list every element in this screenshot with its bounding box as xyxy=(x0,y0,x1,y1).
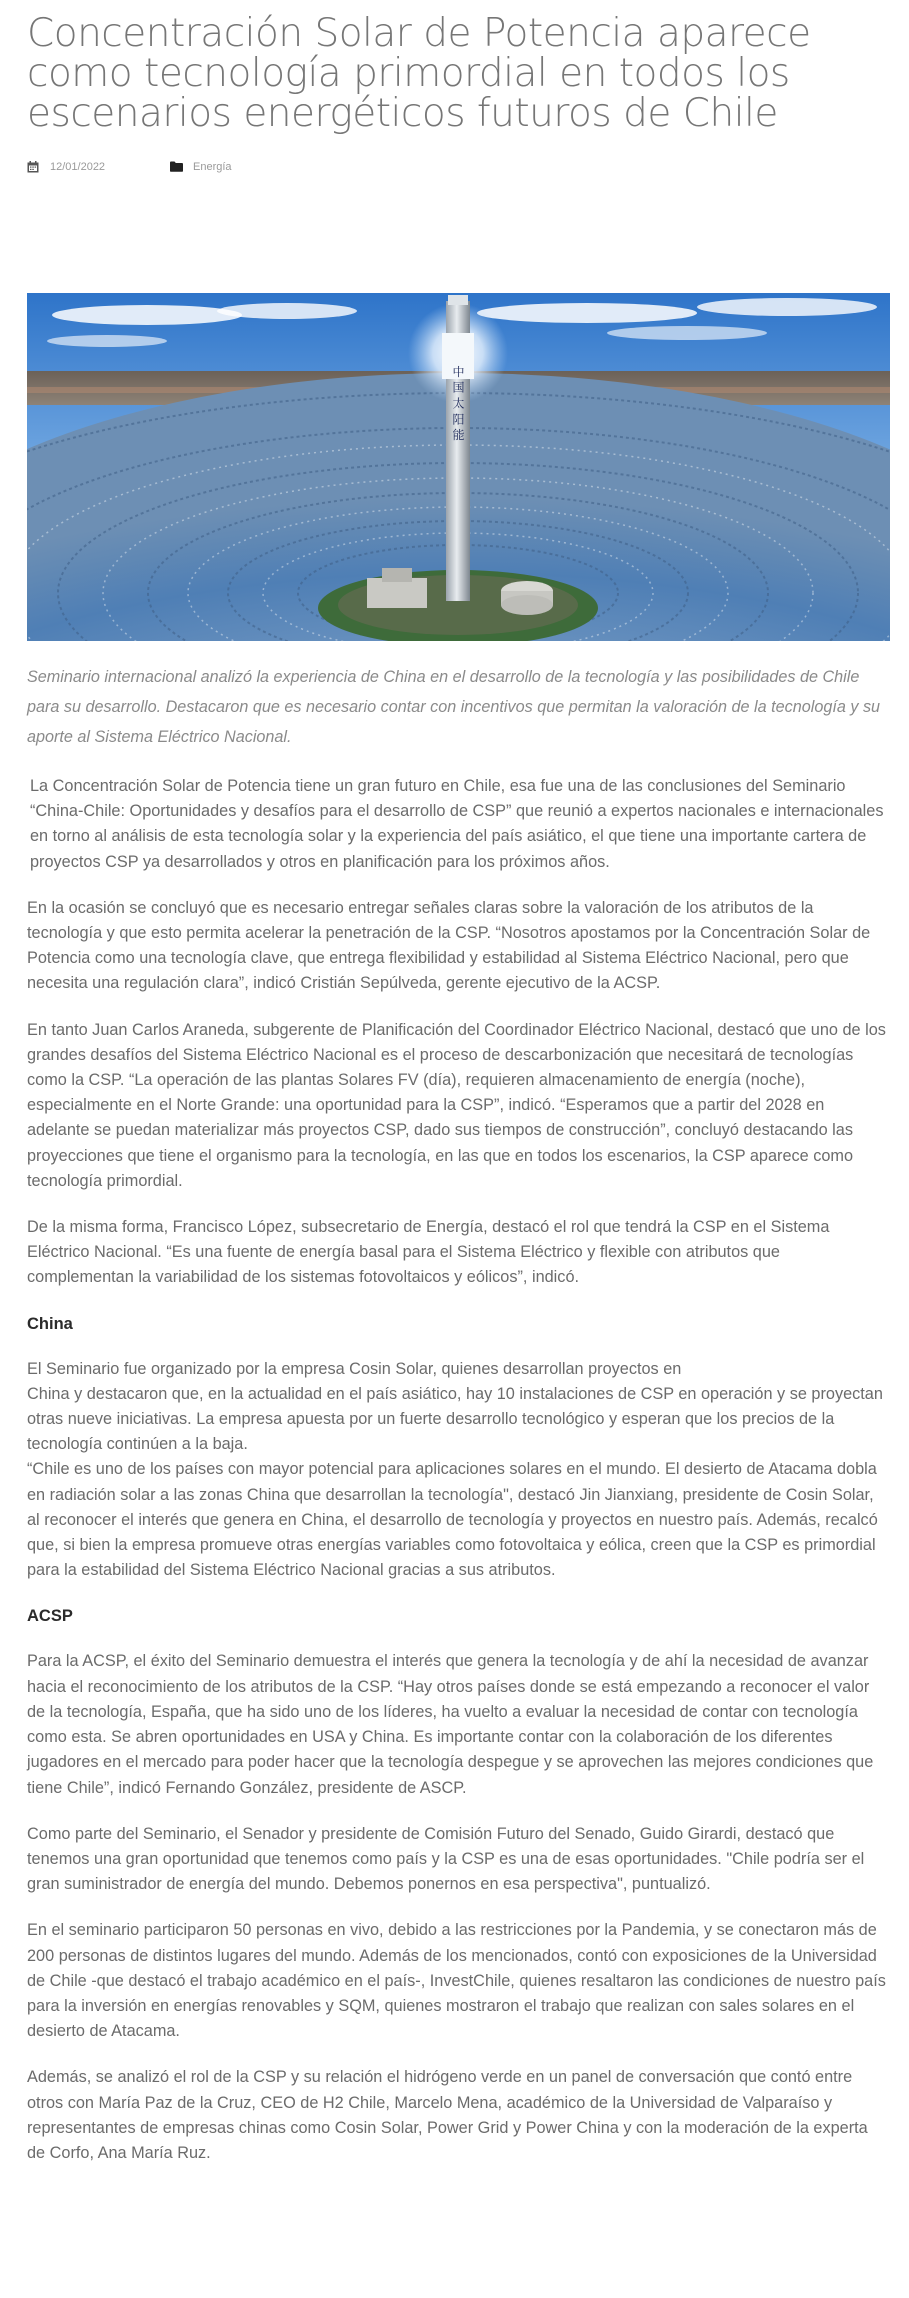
paragraph: Como parte del Seminario, el Senador y presidente de Comisión Futuro del Senado, Guido Girardi, destacó que tenemos una gran oportunidad que tenemos como país y la CSP es una de esas oportunidades. "Chile podría ser el gran suministrador de energía del mundo. Debemos ponernos en esa perspectiva", puntualizó. xyxy=(27,1824,865,1894)
section-heading-acsp: ACSP xyxy=(27,1607,73,1626)
tower-lettering: 中 国 太 阳 能 xyxy=(451,365,465,441)
date-text: 12/01/2022 xyxy=(50,161,106,173)
article-body xyxy=(27,774,890,2187)
article-lead: Seminario internacional analizó la experiencia de China en el desarrollo de la tecnología y las posibilidades de Chile para su desarrollo. Destacaron que es necesario contar con incentivos que permitan la valoración de la tecnología y su aporte al Sistema Eléctrico Nacional. xyxy=(27,668,881,746)
paragraph: Además, se analizó el rol de la CSP y su relación el hidrógeno verde en un panel de conversación que contó entre otros con María Paz de la Cruz, CEO de H2 Chile, Marcelo Mena, académico de la Universidad de Valparaíso y representantes de empresas chinas como Cosin Solar, Power Grid y Power China y con la moderación de la experta de Corfo, Ana María Ruz. xyxy=(27,2068,868,2162)
calendar-icon xyxy=(27,161,39,173)
folder-icon xyxy=(170,161,183,172)
paragraph-china xyxy=(27,1357,890,1584)
article-title: Concentración Solar de Potencia aparece como tecnología primordial en todos los escenarios energéticos futuros de Chile xyxy=(27,11,811,136)
paragraph: En tanto Juan Carlos Araneda, subgerente de Planificación del Coordinador Eléctrico Nacional, destacó que uno de los grandes desafíos del Sistema Eléctrico Nacional es el proceso de descarbonización que necesitará de tecnologías como la CSP. “La operación de las plantas Solares FV (día), requieren almacenamiento de energía (noche), especialmente en el Norte Grande: una oportunidad para la CSP”, indicó. “Esperamos que a partir del 2028 en adelante se puedan materializar más proyectos CSP, dado sus tiempos de construcción”, concluyó destacando las proyecciones que tiene el organismo para la tecnología, en las que en todos los escenarios, la CSP aparece como tecnología primordial. xyxy=(27,1020,886,1190)
paragraph: La Concentración Solar de Potencia tiene un gran futuro en Chile, esa fue una de las conclusiones del Seminario “China-Chile: Oportunidades y desafíos para el desarrollo de CSP” que reunió a expertos nacionales e internacionales en torno al análisis de esta tecnología solar y la experiencia del país asiático, el que tiene una importante cartera de proyectos CSP ya desarrollados y otros en planificación para los próximos años. xyxy=(30,777,884,871)
china-line-rest: China y destacaron que, en la actualidad en el país asiático, hay 10 instalaciones de CSP en operación y se proyectan otras nueve iniciativas. La empresa apuesta por un fuerte desarrollo tecnológico y esperan que los precios de la tecnología continúen a la baja. xyxy=(27,1384,883,1454)
paragraph: Para la ACSP, el éxito del Seminario demuestra el interés que genera la tecnología y de ahí la necesidad de avanzar hacia el reconocimiento de los atributos de la CSP. “Hay otros países donde se está empezando a reconocer el valor de la tecnología, España, que ha sido uno de los líderes, ha vuelto a evaluar la necesidad de contar con tecnología como esta. Se abren oportunidades en USA y China. Es importante contar con la colaboración de los diferentes jugadores en el mercado para poder hacer que la tecnología despegue y se aprovechen las mejores condiciones que tiene Chile”, indicó Fernando González, presidente de ASCP. xyxy=(27,1652,874,1797)
section-heading-china: China xyxy=(27,1314,73,1333)
category-text[interactable]: Energía xyxy=(193,161,232,173)
paragraph: En la ocasión se concluyó que es necesario entregar señales claras sobre la valoración de los atributos de la tecnología y que esto permita acelerar la penetración de la CSP. “Nosotros apostamos por la Concentración Solar de Potencia como una tecnología clave, que entrega flexibilidad y estabilidad al Sistema Eléctrico Nacional, pero que necesita una regulación clara”, indicó Cristián Sepúlveda, gerente ejecutivo de la ACSP. xyxy=(27,898,871,993)
paragraph: En el seminario participaron 50 personas en vivo, debido a las restricciones por la Pandemia, y se conectaron más de 200 personas de distintos lugares del mundo. Además de los mencionados, contó con exposiciones de la Universidad de Chile -que destacó el trabajo académico en el país-, InvestChile, quienes resaltaron las condiciones de nuestro país para la inversión en energías renovables y SQM, quienes mostraron el trabajo que realizan con sales solares en el desierto de Atacama. xyxy=(27,1921,886,2041)
paragraph: De la misma forma, Francisco López, subsecretario de Energía, destacó el rol que tendrá la CSP en el Sistema Eléctrico Nacional. “Es una fuente de energía basal para el Sistema Eléctrico y flexible con atributos que complementan la variabilidad de los sistemas fotovoltaicos y eólicos”, indicó. xyxy=(27,1218,830,1287)
hero-image xyxy=(27,293,890,641)
china-quote: “Chile es uno de los países con mayor potencial para aplicaciones solares en el mundo. El desierto de Atacama dobla en radiación solar a las zonas China que desarrollan la tecnología", destacó Jin Jianxiang, presidente de Cosin Solar, al reconocer el interés que genera en China, el desarrollo de tecnología y proyectos en nuestro país. Además, recalcó que, si bien la empresa promueve otras energías variables como fotovoltaica y eólica, creen que la CSP es primordial para la estabilidad del Sistema Eléctrico Nacional gracias a sus atributos. xyxy=(27,1460,878,1580)
china-line-1: El Seminario fue organizado por la empresa Cosin Solar, quienes desarrollan proyectos en xyxy=(27,1359,682,1378)
